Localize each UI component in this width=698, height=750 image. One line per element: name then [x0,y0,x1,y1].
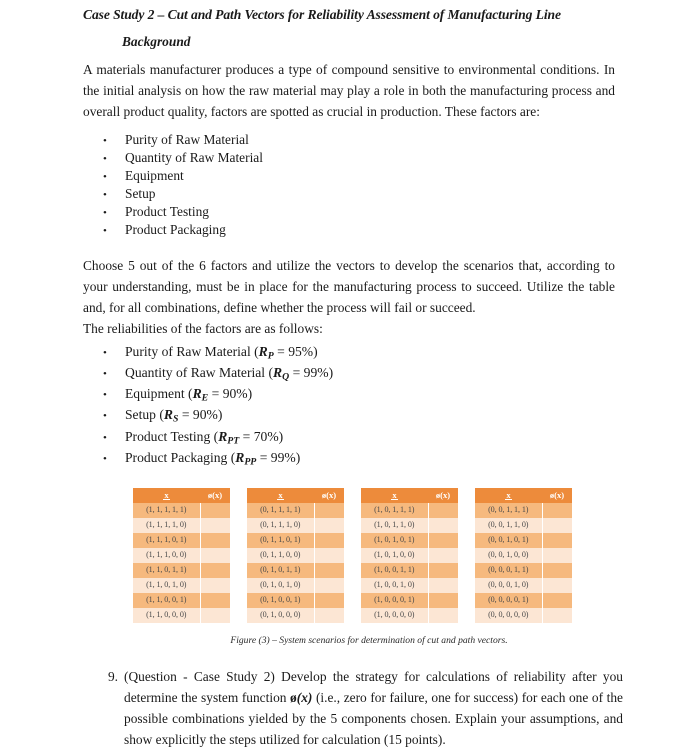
phi-cell[interactable] [428,578,458,593]
column-header-x: x [133,488,200,503]
list-item: • Purity of Raw Material (RP = 95%) [103,343,318,362]
factor-label: Product Testing [125,203,209,219]
reliability-label: Purity of Raw Material [125,343,251,359]
vector-cell: (1, 0, 1, 1, 0) [361,518,428,533]
vector-cell: (1, 0, 0, 0, 1) [361,593,428,608]
reliability-symbol: R [192,386,202,402]
table-row [361,548,458,563]
phi-cell[interactable] [428,593,458,608]
reliability-value: 99% [303,364,329,380]
equals-sign: = [292,364,301,380]
reliability-subscript: Q [282,371,290,383]
table-row [247,533,344,548]
vector-cell: (0, 0, 1, 0, 0) [475,548,542,563]
table-row [247,578,344,593]
vector-cell: (0, 1, 0, 1, 1) [247,563,314,578]
table-header-row [475,488,572,503]
question-text-part1: (Question - Case Study 2) Develop the strategy for calculations of reliability after you determine the system function [124,669,623,706]
question-item [100,666,623,750]
table-row [475,503,572,518]
list-item: • Equipment (RE = 90%) [103,386,253,404]
reliability-subscript: E [201,392,209,404]
phi-cell[interactable] [314,563,344,578]
table-row [475,578,572,593]
phi-cell[interactable] [200,593,230,608]
table-row [475,563,572,578]
bullet-icon: • [103,346,107,359]
scenario-table-1-wrap [129,483,234,628]
phi-cell[interactable] [314,518,344,533]
table-row [133,593,230,608]
table-row [361,518,458,533]
phi-cell[interactable] [428,548,458,563]
table-header-row [247,488,344,503]
vector-cell: (1, 1, 0, 1, 1) [133,563,200,578]
factor-label: Product Packaging [125,221,226,237]
list-item [103,131,698,149]
bullet-icon: • [103,152,107,165]
reliability-symbol: R [273,364,283,380]
figure-caption: Figure (3) – System scenarios for determination of cut and path vectors. [230,635,508,647]
reliability-subscript: PT [227,435,240,447]
vector-cell: (1, 0, 1, 0, 0) [361,548,428,563]
phi-cell[interactable] [428,518,458,533]
table-row [133,533,230,548]
vector-cell: (0, 1, 0, 0, 0) [247,608,314,623]
list-item: • Product Testing (RPT = 70%) [103,428,284,447]
question-list [0,666,698,750]
phi-cell[interactable] [428,503,458,518]
vector-cell: (1, 0, 0, 1, 1) [361,563,428,578]
phi-cell[interactable] [314,533,344,548]
vector-cell: (0, 1, 1, 1, 0) [247,518,314,533]
table-row [361,578,458,593]
table-row [247,503,344,518]
vector-cell: (1, 1, 1, 1, 0) [133,518,200,533]
table-row [361,563,458,578]
bullet-icon: • [103,410,107,423]
table-row [133,503,230,518]
table-row [133,578,230,593]
table-row [475,533,572,548]
figure-3 [0,483,698,646]
phi-cell[interactable] [200,518,230,533]
vector-cell: (0, 1, 0, 0, 1) [247,593,314,608]
column-header-phi: ø(x) [542,488,572,503]
bullet-icon: • [103,224,107,237]
column-header-phi: ø(x) [314,488,344,503]
vector-cell: (0, 0, 1, 1, 1) [475,503,542,518]
reliability-symbol: R [163,407,173,423]
phi-symbol: ø [290,690,297,706]
bullet-icon: • [103,389,107,402]
table-row [133,518,230,533]
phi-cell[interactable] [314,548,344,563]
section-heading-background: Background [122,33,191,49]
vector-cell: (1, 1, 1, 0, 0) [133,548,200,563]
table-row [133,563,230,578]
scenario-table-3 [361,488,458,623]
phi-cell[interactable] [314,578,344,593]
vector-cell: (1, 1, 0, 1, 0) [133,578,200,593]
reliability-symbol: R [235,449,245,465]
page-title: Case Study 2 – Cut and Path Vectors for Reliability Assessment of Manufacturing Line [83,7,561,22]
reliabilities-list [0,342,698,469]
list-item [103,167,698,185]
table-header-row [133,488,230,503]
vector-cell: (0, 0, 0, 1, 1) [475,563,542,578]
vector-cell: (1, 1, 0, 0, 0) [133,608,200,623]
phi-cell[interactable] [542,533,572,548]
table-row [247,593,344,608]
scenario-table-2 [247,488,344,623]
question-text-part2: (i.e., zero for failure, one for success) for each one of the possible combinations yielded by the 5 components chosen. Explain your assumptions, and show explicitly the steps utilized for calculation (15 points). [124,690,623,748]
scenario-table-4 [475,488,572,623]
vector-cell: (0, 1, 0, 1, 0) [247,578,314,593]
table-row [133,608,230,623]
reliability-symbol: R [218,428,228,444]
list-item [103,203,698,221]
phi-cell[interactable] [200,578,230,593]
table-row [133,548,230,563]
phi-cell[interactable] [200,503,230,518]
reliability-label: Equipment [125,386,185,402]
table-row [247,518,344,533]
table-row [361,593,458,608]
table-header-row [361,488,458,503]
phi-cell[interactable] [542,578,572,593]
table-row [475,608,572,623]
factor-label: Setup [125,185,156,201]
bullet-icon: • [103,206,107,219]
reliability-value: 90% [192,407,218,423]
bullet-icon: • [103,170,107,183]
phi-cell[interactable] [314,608,344,623]
bullet-icon: • [103,452,107,465]
list-item: • Product Packaging (RPP = 99%) [103,449,301,468]
table-row [475,593,572,608]
vector-cell: (1, 0, 0, 1, 0) [361,578,428,593]
bullet-icon: • [103,188,107,201]
list-item [103,149,698,167]
equals-sign: = [259,449,268,465]
table-row [361,533,458,548]
reliability-label: Product Testing [125,428,211,444]
reliabilities-intro: The reliabilities of the factors are as follows: [83,320,323,336]
phi-cell[interactable] [542,593,572,608]
phi-cell[interactable] [428,563,458,578]
vector-cell: (1, 1, 1, 0, 1) [133,533,200,548]
factor-label: Quantity of Raw Material [125,149,263,165]
equals-sign: = [181,407,190,423]
phi-cell[interactable] [542,548,572,563]
list-item: • Quantity of Raw Material (RQ = 99%) [103,364,334,383]
phi-cell[interactable] [314,593,344,608]
phi-cell[interactable] [200,548,230,563]
reliability-value: 70% [253,428,279,444]
scenario-table-3-wrap [357,483,462,628]
vector-cell: (1, 0, 0, 0, 0) [361,608,428,623]
factor-label: Equipment [125,167,184,183]
vector-cell: (0, 0, 1, 0, 1) [475,533,542,548]
column-header-x: x [247,488,314,503]
vector-cell: (1, 0, 1, 0, 1) [361,533,428,548]
table-row [247,563,344,578]
equals-sign: = [277,343,285,359]
factors-list [0,131,698,239]
phi-cell[interactable] [200,563,230,578]
column-header-phi: ø(x) [428,488,458,503]
reliability-symbol: R [258,343,268,359]
phi-cell[interactable] [314,503,344,518]
table-row [247,548,344,563]
bullet-icon: • [103,134,107,147]
scenario-table-2-wrap [243,483,348,628]
phi-cell[interactable] [428,608,458,623]
vector-cell: (0, 0, 0, 1, 0) [475,578,542,593]
reliability-label: Setup [125,407,156,423]
vector-cell: (0, 0, 1, 1, 0) [475,518,542,533]
vector-cell: (1, 1, 0, 0, 1) [133,593,200,608]
reliability-subscript: P [267,350,274,362]
phi-cell[interactable] [200,608,230,623]
phi-cell[interactable] [428,533,458,548]
vector-cell: (1, 0, 1, 1, 1) [361,503,428,518]
vector-cell: (0, 0, 0, 0, 1) [475,593,542,608]
reliability-subscript: S [172,413,179,425]
list-item [103,185,698,203]
bullet-icon: • [103,367,107,380]
scenario-tables-row [0,483,698,628]
reliability-label: Product Packaging [125,449,228,465]
table-row [247,608,344,623]
intro-paragraph: A materials manufacturer produces a type of compound sensitive to environmental conditions. In the initial analysis on how the raw material may play a role in both the manufacturing process and overall product quality, factors are spotted as crucial in production. These factors are: [83,62,615,119]
reliability-value: 90% [222,386,248,402]
table-row [475,548,572,563]
equals-sign: = [242,428,251,444]
phi-cell[interactable] [542,563,572,578]
phi-cell[interactable] [542,518,572,533]
reliability-label: Quantity of Raw Material [125,364,266,380]
reliability-value: 99% [270,449,296,465]
table-row [475,518,572,533]
table-row [361,503,458,518]
vector-cell: (0, 1, 1, 0, 1) [247,533,314,548]
scenario-table-1 [133,488,230,623]
column-header-x: x [475,488,542,503]
reliability-value: 95% [288,343,314,359]
phi-cell[interactable] [542,608,572,623]
table-row [361,608,458,623]
phi-argument: (x) [296,690,313,706]
scenario-table-4-wrap [471,483,576,628]
vector-cell: (1, 1, 1, 1, 1) [133,503,200,518]
column-header-x: x [361,488,428,503]
equals-sign: = [211,386,220,402]
reliability-subscript: PP [244,456,257,468]
bullet-icon: • [103,431,107,444]
list-item [103,221,698,239]
vector-cell: (0, 1, 1, 1, 1) [247,503,314,518]
vector-cell: (0, 1, 1, 0, 0) [247,548,314,563]
list-item: • Setup (RS = 90%) [103,407,223,425]
vector-cell: (0, 0, 0, 0, 0) [475,608,542,623]
phi-cell[interactable] [542,503,572,518]
factor-label: Purity of Raw Material [125,131,249,147]
question-number: 9. [107,669,118,685]
instruction-paragraph: Choose 5 out of the 6 factors and utilize the vectors to develop the scenarios that, according to your understanding, must be in place for the manufacturing process to succeed. Utilize the table and, for all combinations, define whether the process will fail or succeed. [83,258,615,315]
phi-cell[interactable] [200,533,230,548]
column-header-phi: ø(x) [200,488,230,503]
